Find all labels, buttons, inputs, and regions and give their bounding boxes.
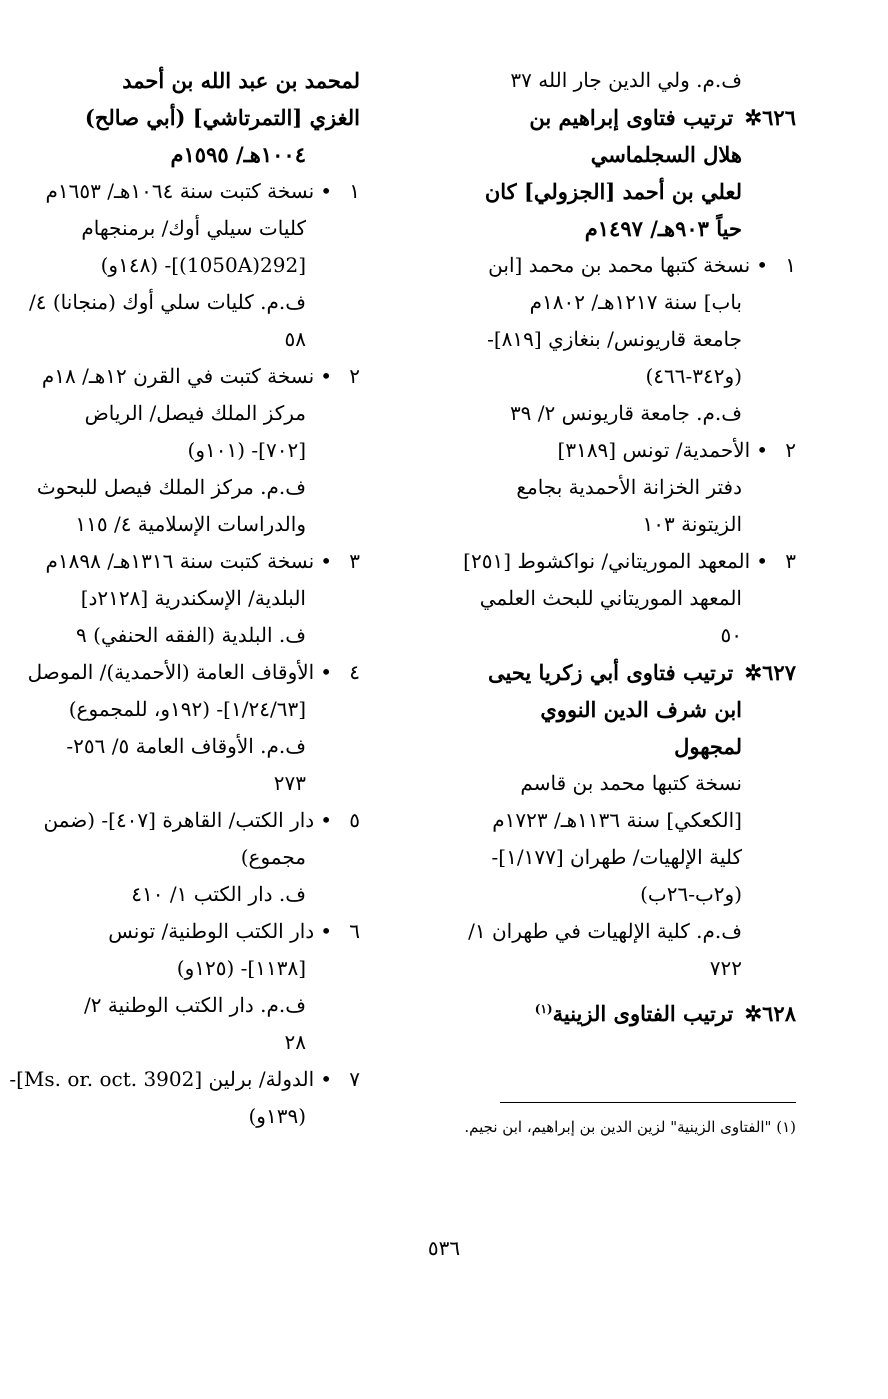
entry-number: ٦٢٦ — [762, 105, 796, 130]
item-location: الدولة/ برلين [Ms. or. oct. 3902]- — [9, 1067, 315, 1091]
item-folios: (١٣٩و) — [248, 1104, 306, 1128]
item-shelfmark: [٧٠٢]- (١٠١و) — [187, 438, 306, 462]
item-location: دار الكتب الوطنية/ تونس — [108, 919, 315, 943]
item-location: مركز الملك فيصل/ الرياض — [84, 401, 306, 425]
item-catalog-ref: والدراسات الإسلامية ٤/ ١١٥ — [75, 512, 306, 536]
manuscript-item — [461, 543, 796, 580]
star-icon: ✲ — [744, 660, 763, 685]
item-catalog-ref: ٢٧٣ — [273, 771, 306, 795]
manuscript-item — [9, 1061, 360, 1098]
item-number: ٧ — [349, 1067, 360, 1091]
manuscript-item — [461, 247, 796, 284]
item-catalog-ref: المعهد الموريتاني للبحث العلمي — [479, 586, 742, 610]
item-text: مجموع) — [240, 845, 306, 869]
author-dates: ١٠٠٤هـ/ ١٥٩٥م — [170, 142, 306, 167]
item-shelfmark: [١١٣٨]- (١٢٥و) — [176, 956, 306, 980]
entry-number: ٦٢٧ — [762, 660, 796, 685]
item-location: جامعة قاريونس/ بنغازي [٨١٩]- — [487, 327, 742, 351]
page-number: ٥٣٦ — [427, 1236, 461, 1260]
manuscript-item — [45, 543, 360, 580]
item-catalog-ref: ف.م. الأوقاف العامة ٥/ ٢٥٦- — [66, 734, 306, 758]
item-shelfmark: [١/٢٤/٦٣]- (١٩٢و، للمجموع) — [68, 697, 306, 721]
item-catalog-ref: ٧٢٢ — [709, 956, 742, 980]
item-catalog-ref: ف.م. دار الكتب الوطنية ٢/ — [84, 993, 306, 1017]
item-catalog-ref: ف. دار الكتب ١/ ٤١٠ — [131, 882, 306, 906]
left-column — [9, 62, 360, 1135]
manuscript-item — [78, 913, 360, 950]
item-catalog-ref: دفتر الخزانة الأحمدية بجامع — [516, 475, 742, 499]
item-number: ٤ — [349, 660, 360, 684]
manuscript-item — [43, 802, 360, 839]
manuscript-item — [41, 358, 360, 395]
item-folios: (و٢ب-٢٦ب) — [640, 882, 742, 906]
item-number: ١ — [349, 179, 360, 203]
bullet-icon: • — [320, 1067, 332, 1091]
author-heading-cont: الغزي [التمرتاشي] (أبي صالح) — [84, 105, 360, 130]
item-catalog-ref: ف.م. مركز الملك فيصل للبحوث — [36, 475, 306, 499]
bullet-icon: • — [756, 549, 768, 573]
item-number: ٢ — [785, 438, 796, 462]
author-heading: لمحمد بن عبد الله بن أحمد — [122, 68, 360, 93]
item-catalog-ref: ف. البلدية (الفقه الحنفي) ٩ — [76, 623, 306, 647]
item-folios: (و٣٤٢-٤٦٦) — [645, 364, 742, 388]
item-catalog-ref: ٢٨ — [284, 1030, 306, 1054]
item-catalog-ref: ٥٨ — [284, 327, 306, 351]
manuscript-item — [27, 654, 360, 691]
manuscript-item — [461, 432, 796, 469]
entry-627-author: لمجهول — [674, 734, 742, 759]
bullet-icon: • — [320, 179, 332, 203]
bullet-icon: • — [320, 660, 332, 684]
star-icon: ✲ — [744, 105, 763, 130]
manuscript-item — [45, 173, 360, 210]
entry-628-heading — [461, 991, 796, 1032]
entry-626-heading — [461, 99, 796, 136]
item-location: الأحمدية/ تونس [٣١٨٩] — [557, 438, 751, 462]
bullet-icon: • — [320, 808, 332, 832]
entry-626-title-cont: هلال السجلماسي — [590, 142, 742, 167]
item-catalog-ref: ٥٠ — [720, 623, 742, 647]
entry-number: ٦٢٨ — [762, 1001, 796, 1026]
item-text: نسخة كتبها محمد بن قاسم — [520, 771, 742, 795]
item-text: [الكعكي] سنة ١١٣٦هـ/ ١٧٢٣م — [492, 808, 742, 832]
bullet-icon: • — [320, 919, 332, 943]
item-catalog-ref: ف.م. كليات سلي أوك (منجانا) ٤/ — [29, 290, 306, 314]
item-location: كليات سيلي أوك/ برمنجهام — [81, 216, 306, 240]
item-number: ٢ — [349, 364, 360, 388]
item-location: كلية الإلهيات/ طهران [١/١٧٧]- — [491, 845, 742, 869]
item-text: نسخة كتبها محمد بن محمد [ابن — [488, 253, 751, 277]
item-shelfmark: [292(1050A)]- (١٤٨و) — [100, 253, 306, 277]
entry-627-title-cont: ابن شرف الدين النووي — [540, 697, 742, 722]
bullet-icon: • — [756, 438, 768, 462]
item-location: المعهد الموريتاني/ نواكشوط [٢٥١] — [463, 549, 751, 573]
entry-627-heading — [461, 654, 796, 691]
bullet-icon: • — [320, 549, 332, 573]
footnote-divider — [500, 1102, 796, 1103]
right-column — [461, 62, 796, 1032]
item-location: دار الكتب/ القاهرة [٤٠٧]- (ضمن — [43, 808, 315, 832]
bullet-icon: • — [320, 364, 332, 388]
item-catalog-ref: الزيتونة ١٠٣ — [642, 512, 742, 536]
item-location: الأوقاف العامة (الأحمدية)/ الموصل — [27, 660, 315, 684]
item-location: البلدية/ الإسكندرية [٢١٢٨د] — [80, 586, 306, 610]
item-text: نسخة كتبت سنة ١٠٦٤هـ/ ١٦٥٣م — [45, 179, 315, 203]
item-catalog-ref: ف.م. جامعة قاريونس ٢/ ٣٩ — [509, 401, 742, 425]
item-text: نسخة كتبت سنة ١٣١٦هـ/ ١٨٩٨م — [45, 549, 315, 573]
entry-title: ترتيب فتاوى إبراهيم بن — [529, 105, 734, 130]
item-catalog-ref: ف.م. كلية الإلهيات في طهران ١/ — [468, 919, 742, 943]
item-number: ١ — [785, 253, 796, 277]
bullet-icon: • — [756, 253, 768, 277]
star-icon: ✲ — [744, 1001, 763, 1026]
previous-entry-reference: ف.م. ولي الدين جار الله ٣٧ — [510, 68, 742, 92]
item-text: باب] سنة ١٢١٧هـ/ ١٨٠٢م — [529, 290, 742, 314]
item-number: ٥ — [349, 808, 360, 832]
footnote-marker: (١) — [534, 1002, 553, 1016]
entry-626-author-dates: حياً ٩٠٣هـ/ ١٤٩٧م — [584, 216, 742, 241]
item-text: نسخة كتبت في القرن ١٢هـ/ ١٨م — [41, 364, 315, 388]
footnote: (١) "الفتاوى الزينية" لزين الدين بن إبراهيم، ابن نجيم. — [464, 1118, 796, 1136]
item-number: ٣ — [785, 549, 796, 573]
item-number: ٣ — [349, 549, 360, 573]
entry-626-author: لعلي بن أحمد [الجزولي] كان — [484, 179, 742, 204]
item-number: ٦ — [349, 919, 360, 943]
entry-title: ترتيب فتاوى أبي زكريا يحيى — [488, 660, 734, 685]
entry-title: ترتيب الفتاوى الزينية — [552, 1001, 734, 1026]
